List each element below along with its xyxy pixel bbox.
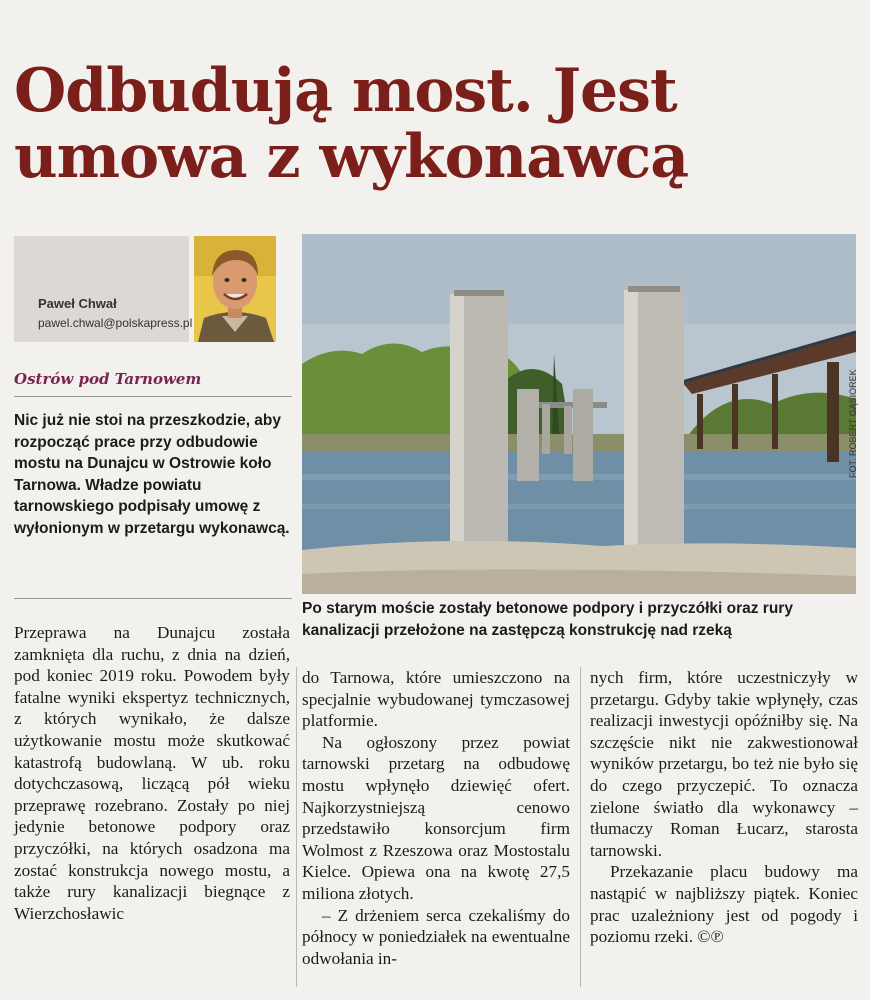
photo-credit: FOT. ROBERT GĄSIOREK — [848, 369, 858, 478]
headline-line-2: umowa z wykonawcą — [14, 122, 689, 193]
body-column-1 — [14, 622, 290, 924]
headline — [14, 56, 864, 193]
dateline-divider — [14, 396, 292, 397]
column-divider — [296, 667, 297, 987]
author-name: Paweł Chwał — [38, 296, 117, 311]
body-column-2 — [302, 667, 570, 969]
body-paragraph: Przekazanie placu budowy ma nastąpić w najbliższy piątek. Koniec prac uzależniony jest od pogody i poziomu rzeki. ©℗ — [590, 862, 858, 947]
author-email[interactable]: pawel.chwal@polskapress.pl — [38, 316, 193, 330]
lead-divider — [14, 598, 292, 599]
body-paragraph: – Z drżeniem serca czekaliśmy do północy w poniedziałek na ewentualne odwołania in- — [302, 905, 570, 968]
body-paragraph: Na ogłoszony przez powiat tarnowski przetarg na odbudowę mostu wpłynęło dziewięć ofert. Najkorzystniejszą cenowo przedstawiło konsorcjum firm Wolmost z Rzeszowa oraz Mostostalu Kielce. Opiewa ona na kwotę 27,5 miliona złotych. — [302, 732, 570, 903]
lead-paragraph: Nic już nie stoi na przeszkodzie, aby rozpocząć prace przy odbudowie mostu na Dunajcu w Ostrowie koło Tarnowa. Władze powiatu tarnowskiego podpisały umowę z wyłonionym w przetargu wykonawcą. — [14, 412, 290, 537]
author-box — [14, 236, 193, 342]
bridge-photo — [302, 234, 856, 594]
photo-caption: Po starym moście zostały betonowe podpory i przyczółki oraz rury kanalizacji przełożone na zastępczą konstrukcję nad rzeką — [302, 600, 793, 639]
dateline: Ostrów pod Tarnowem — [14, 370, 202, 388]
author-portrait — [194, 236, 276, 342]
body-paragraph: nych firm, które uczestniczyły w przetargu. Gdyby takie wpłynęły, czas realizacji inwestycji opóźniłby się. Na szczęście nikt nie zakwestionował wyników przetargu, bo też nie było się do czego przyczepić. To oznacza zielone światło dla wykonawcy – tłumaczy Roman Łucarz, starosta tarnowski. — [590, 668, 858, 860]
body-column-3 — [590, 667, 858, 948]
headline-line-1: Odbudują most. Jest — [14, 56, 677, 127]
column-divider — [580, 667, 581, 987]
body-paragraph: Przeprawa na Dunajcu została zamknięta dla ruchu, z dnia na dzień, pod koniec 2019 roku. Powodem były fatalne wyniki ekspertyz technicznych, z których wynikało, że dalsze użytkowanie mostu może skutkować katastrofą budowlaną. W ub. roku dotychczasową, liczącą pół wieku przeprawę rozebrano. Zostały po niej jedynie betonowe podpory oraz przyczółki, na których osadzona ma zostać konstrukcja nowego mostu, a także rury kanalizacji biegnące z Wierzchosławic — [14, 623, 290, 923]
body-paragraph: do Tarnowa, które umieszczono na specjalnie wybudowanej tymczasowej platformie. — [302, 668, 570, 731]
